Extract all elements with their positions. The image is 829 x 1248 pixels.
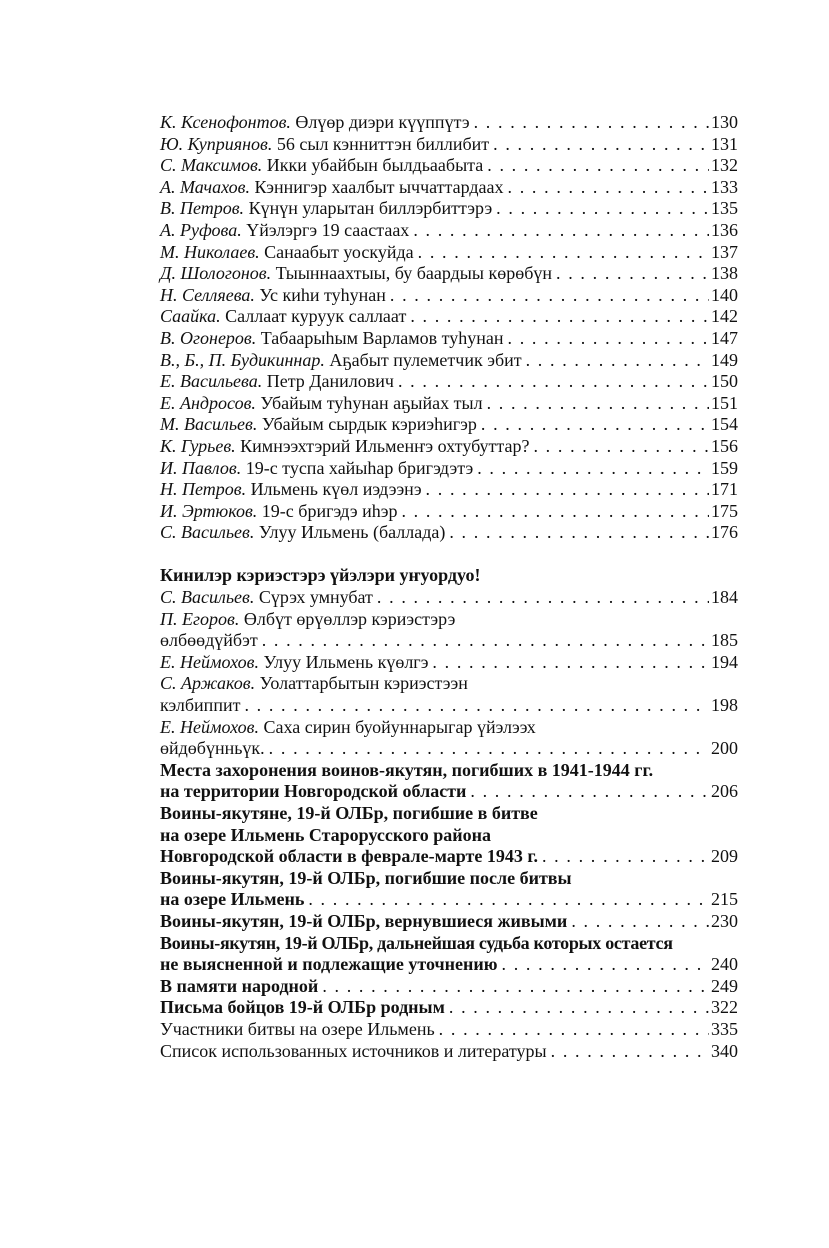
entry-page: 184 [711, 587, 738, 608]
entry-page: 149 [711, 349, 738, 370]
toc-entry-line1 [160, 717, 738, 739]
toc-bold-entry-line: не выясненной и подлежащие уточнению . . . 240 [160, 954, 738, 976]
entry-page: 185 [711, 630, 738, 651]
entry-page: 176 [711, 522, 738, 543]
entry-page: 175 [711, 500, 738, 521]
dot-leader [432, 652, 709, 674]
toc-entry [160, 285, 738, 307]
entry-author: Е. Неймохов. [160, 716, 259, 737]
entry-title: 19-с бригэдэ иhэр [257, 500, 398, 521]
entry-title: 56 сыл кэнниттэн биллибит [272, 133, 490, 154]
entry-title-cont: өйдөбүнньүк. [160, 738, 265, 759]
entry-author: С. Аржаков. [160, 673, 256, 694]
entry-author: М. Николаев. [160, 241, 260, 262]
section-spacer [160, 544, 738, 566]
entry-author: К. Гурьев. [160, 435, 236, 456]
entry-author: И. Павлов. [160, 457, 242, 478]
entry-page: 200 [711, 738, 738, 759]
dot-leader [508, 328, 709, 350]
entry-author: Е. Неймохов. [160, 651, 259, 672]
toc-bold-entry-line: Воины-якутяне, 19-й ОЛБр, погибшие в битве [160, 803, 538, 823]
dot-leader [449, 522, 709, 544]
entry-page: 340 [711, 1040, 738, 1061]
entry-page: 198 [711, 695, 738, 716]
dot-leader [508, 177, 709, 199]
entry-author: И. Эртюков. [160, 500, 258, 521]
entry-page: 206 [711, 781, 738, 802]
entry-author: Н. Селляева. [160, 284, 255, 305]
entry-page: 159 [711, 457, 738, 478]
entry-title: Өлүөр диэри күүппүтэ [290, 112, 470, 132]
entry-title: Список использованных источников и литературы [160, 1040, 547, 1061]
dot-leader [493, 134, 709, 156]
entry-title: Кимнээхтэрий Ильменҥэ охтубуттар? [235, 435, 530, 456]
dot-leader [426, 479, 709, 501]
entry-author: Е. Васильева. [160, 371, 263, 392]
toc-entry [160, 652, 738, 674]
toc-bold-entry-line: Места захоронения воинов-якутян, погибших в 1941-1944 гг. [160, 759, 654, 780]
toc-bold-entry-line: на территории Новгородской области . . . 206 [160, 781, 738, 803]
table-of-contents [160, 112, 738, 1062]
dot-leader [398, 371, 709, 393]
entry-title: Ильмень күөл иэдээнэ [246, 479, 422, 500]
toc-entry [160, 393, 738, 415]
entry-page: 171 [711, 479, 738, 500]
dot-leader [542, 846, 709, 868]
toc-entry-line2 [160, 738, 738, 760]
dot-leader [449, 997, 709, 1019]
dot-leader [496, 198, 709, 220]
toc-bold-entry-line: на озере Ильмень Старорусского района [160, 824, 491, 845]
toc-entry-line2 [160, 630, 738, 652]
dot-leader [474, 112, 709, 134]
entry-page: 133 [711, 176, 738, 197]
entry-title: Тыыннаахтыы, бу баардыы көрөбүн [271, 263, 553, 284]
entry-page: 154 [711, 414, 738, 435]
entry-page: 249 [711, 975, 738, 996]
entry-author: С. Васильев. [160, 522, 255, 543]
toc-entry [160, 436, 738, 458]
entry-page: 132 [711, 155, 738, 176]
dot-leader [269, 738, 709, 760]
entry-title: Кэннигэр хаалбыт ыччаттардаах [249, 176, 504, 197]
entry-title: Сүрэх умнубат [254, 587, 373, 608]
entry-page: 147 [711, 327, 738, 348]
toc-entry [160, 263, 738, 285]
entry-page: 322 [711, 997, 738, 1018]
entry-author: Н. Петров. [160, 479, 247, 500]
toc-entry [160, 242, 738, 264]
entry-page: 335 [711, 1018, 738, 1039]
toc-entry [160, 177, 738, 199]
entry-author: А. Мачахов. [160, 176, 250, 197]
toc-entry-line1 [160, 609, 738, 631]
dot-leader [410, 306, 709, 328]
dot-leader [418, 242, 709, 264]
toc-entry [160, 371, 738, 393]
entry-title: Убайым туhунан аҕыйах тыл [255, 392, 483, 413]
dot-leader [481, 414, 709, 436]
toc-bold-entry-line: Письма бойцов 19-й ОЛБр родным . . . 322 [160, 997, 738, 1019]
dot-leader [401, 501, 709, 523]
entry-title: Күнүн уларытан биллэрбиттэрэ [244, 198, 493, 219]
dot-leader [477, 458, 709, 480]
toc-entry [160, 112, 738, 134]
toc-bold-entry-line: В памяти народной . . . 249 [160, 976, 738, 998]
toc-entry [160, 501, 738, 523]
entry-page: 140 [711, 284, 738, 305]
toc-bold-entry-line: Воины-якутян, 19-й ОЛБр, погибшие после битвы [160, 867, 572, 888]
entry-author: Саайка. [160, 306, 221, 327]
entry-page: 130 [711, 112, 738, 132]
toc-bold-entry-line: Воины-якутян, 19-й ОЛБр, дальнейшая судьба которых остается [160, 932, 673, 953]
entry-title: 19-с туспа хайыhар бригэдэтэ [241, 457, 474, 478]
dot-leader [487, 393, 709, 415]
dot-leader [413, 220, 709, 242]
dot-leader [470, 781, 709, 803]
entry-page: 135 [711, 198, 738, 219]
entry-title: Аҕабыт пулеметчик эбит [324, 349, 522, 370]
section-heading: Кинилэр кэриэстэрэ үйэлэри уҥуордуо! [160, 565, 481, 586]
entry-title: Саха сирин буойуннарыгар үйэлээх [258, 716, 536, 737]
entry-author: Е. Андросов. [160, 392, 256, 413]
entry-title: Ус киhи туhунан [254, 284, 386, 305]
entry-author: В. Петров. [160, 198, 245, 219]
entry-title: Үйэлэргэ 19 саастаах [241, 219, 410, 240]
entry-author: В., Б., П. Будикиннар. [160, 349, 325, 370]
entry-title: Саллаат куруук саллаат [220, 306, 407, 327]
toc-entry [160, 134, 738, 156]
dot-leader [244, 695, 709, 717]
dot-leader [533, 436, 709, 458]
entry-page: 142 [711, 306, 738, 327]
entry-page: 240 [711, 954, 738, 975]
toc-bold-entry-line: на озере Ильмень . . . 215 [160, 889, 738, 911]
dot-leader [308, 889, 709, 911]
dot-leader [390, 285, 709, 307]
entry-page: 138 [711, 263, 738, 284]
entry-author: С. Максимов. [160, 155, 263, 176]
dot-leader [439, 1019, 709, 1041]
dot-leader [487, 155, 709, 177]
entry-title: Участники битвы на озере Ильмень [160, 1018, 435, 1039]
toc-entry [160, 414, 738, 436]
entry-title: Убайым сырдык кэриэhигэр [257, 414, 477, 435]
entry-author: Ю. Куприянов. [160, 133, 273, 154]
entry-page: 137 [711, 241, 738, 262]
toc-entry [160, 1041, 738, 1063]
dot-leader [526, 350, 709, 372]
entry-title: Улуу Ильмень (баллада) [254, 522, 446, 543]
dot-leader [377, 587, 709, 609]
dot-leader [551, 1041, 709, 1063]
entry-title: Санаабыт уоскуйда [259, 241, 414, 262]
toc-entry-line1 [160, 673, 738, 695]
entry-title: Икки убайбын былдьаабыта [262, 155, 484, 176]
entry-page: 230 [711, 910, 738, 931]
entry-page: 156 [711, 435, 738, 456]
entry-author: В. Огонеров. [160, 327, 257, 348]
toc-entry [160, 522, 738, 544]
toc-entry [160, 155, 738, 177]
entry-page: 151 [711, 392, 738, 413]
entry-author: П. Егоров. [160, 608, 240, 629]
entry-page: 131 [711, 133, 738, 154]
toc-entry [160, 306, 738, 328]
dot-leader [322, 976, 709, 998]
toc-entry [160, 350, 738, 372]
toc-entry [160, 1019, 738, 1041]
entry-title-cont: өлбөөдүйбэт [160, 630, 258, 651]
toc-entry-line2 [160, 695, 738, 717]
toc-entry [160, 198, 738, 220]
entry-page: 136 [711, 219, 738, 240]
dot-leader [262, 630, 709, 652]
dot-leader [502, 954, 709, 976]
toc-entry [160, 220, 738, 242]
entry-page: 215 [711, 889, 738, 910]
entry-author: К. Ксенофонтов. [160, 112, 291, 132]
dot-leader [571, 911, 709, 933]
entry-title: Өлбүт өрүөллэр кэриэстэрэ [239, 608, 456, 629]
entry-page: 194 [711, 651, 738, 672]
entry-author: Д. Шологонов. [160, 263, 272, 284]
toc-entry [160, 587, 738, 609]
entry-title: Табаарыhым Варламов туhунан [256, 327, 504, 348]
toc-bold-entry-line: Воины-якутян, 19-й ОЛБр, вернувшиеся живыми . . . 230 [160, 911, 738, 933]
toc-entry [160, 328, 738, 350]
entry-title: Улуу Ильмень күөлгэ [258, 651, 429, 672]
dot-leader [556, 263, 709, 285]
entry-title: Петр Данилович [262, 371, 394, 392]
entry-author: М. Васильев. [160, 414, 258, 435]
toc-bold-entry-line: Новгородской области в феврале-марте 1943 г. . . . 209 [160, 846, 738, 868]
entry-title: Уолаттарбытын кэриэстээн [255, 673, 468, 694]
entry-page: 209 [711, 846, 738, 867]
toc-entry [160, 458, 738, 480]
entry-author: С. Васильев. [160, 587, 255, 608]
entry-page: 150 [711, 371, 738, 392]
entry-author: А. Руфова. [160, 219, 242, 240]
toc-entry [160, 479, 738, 501]
entry-title-cont: кэлбиппит [160, 695, 241, 716]
